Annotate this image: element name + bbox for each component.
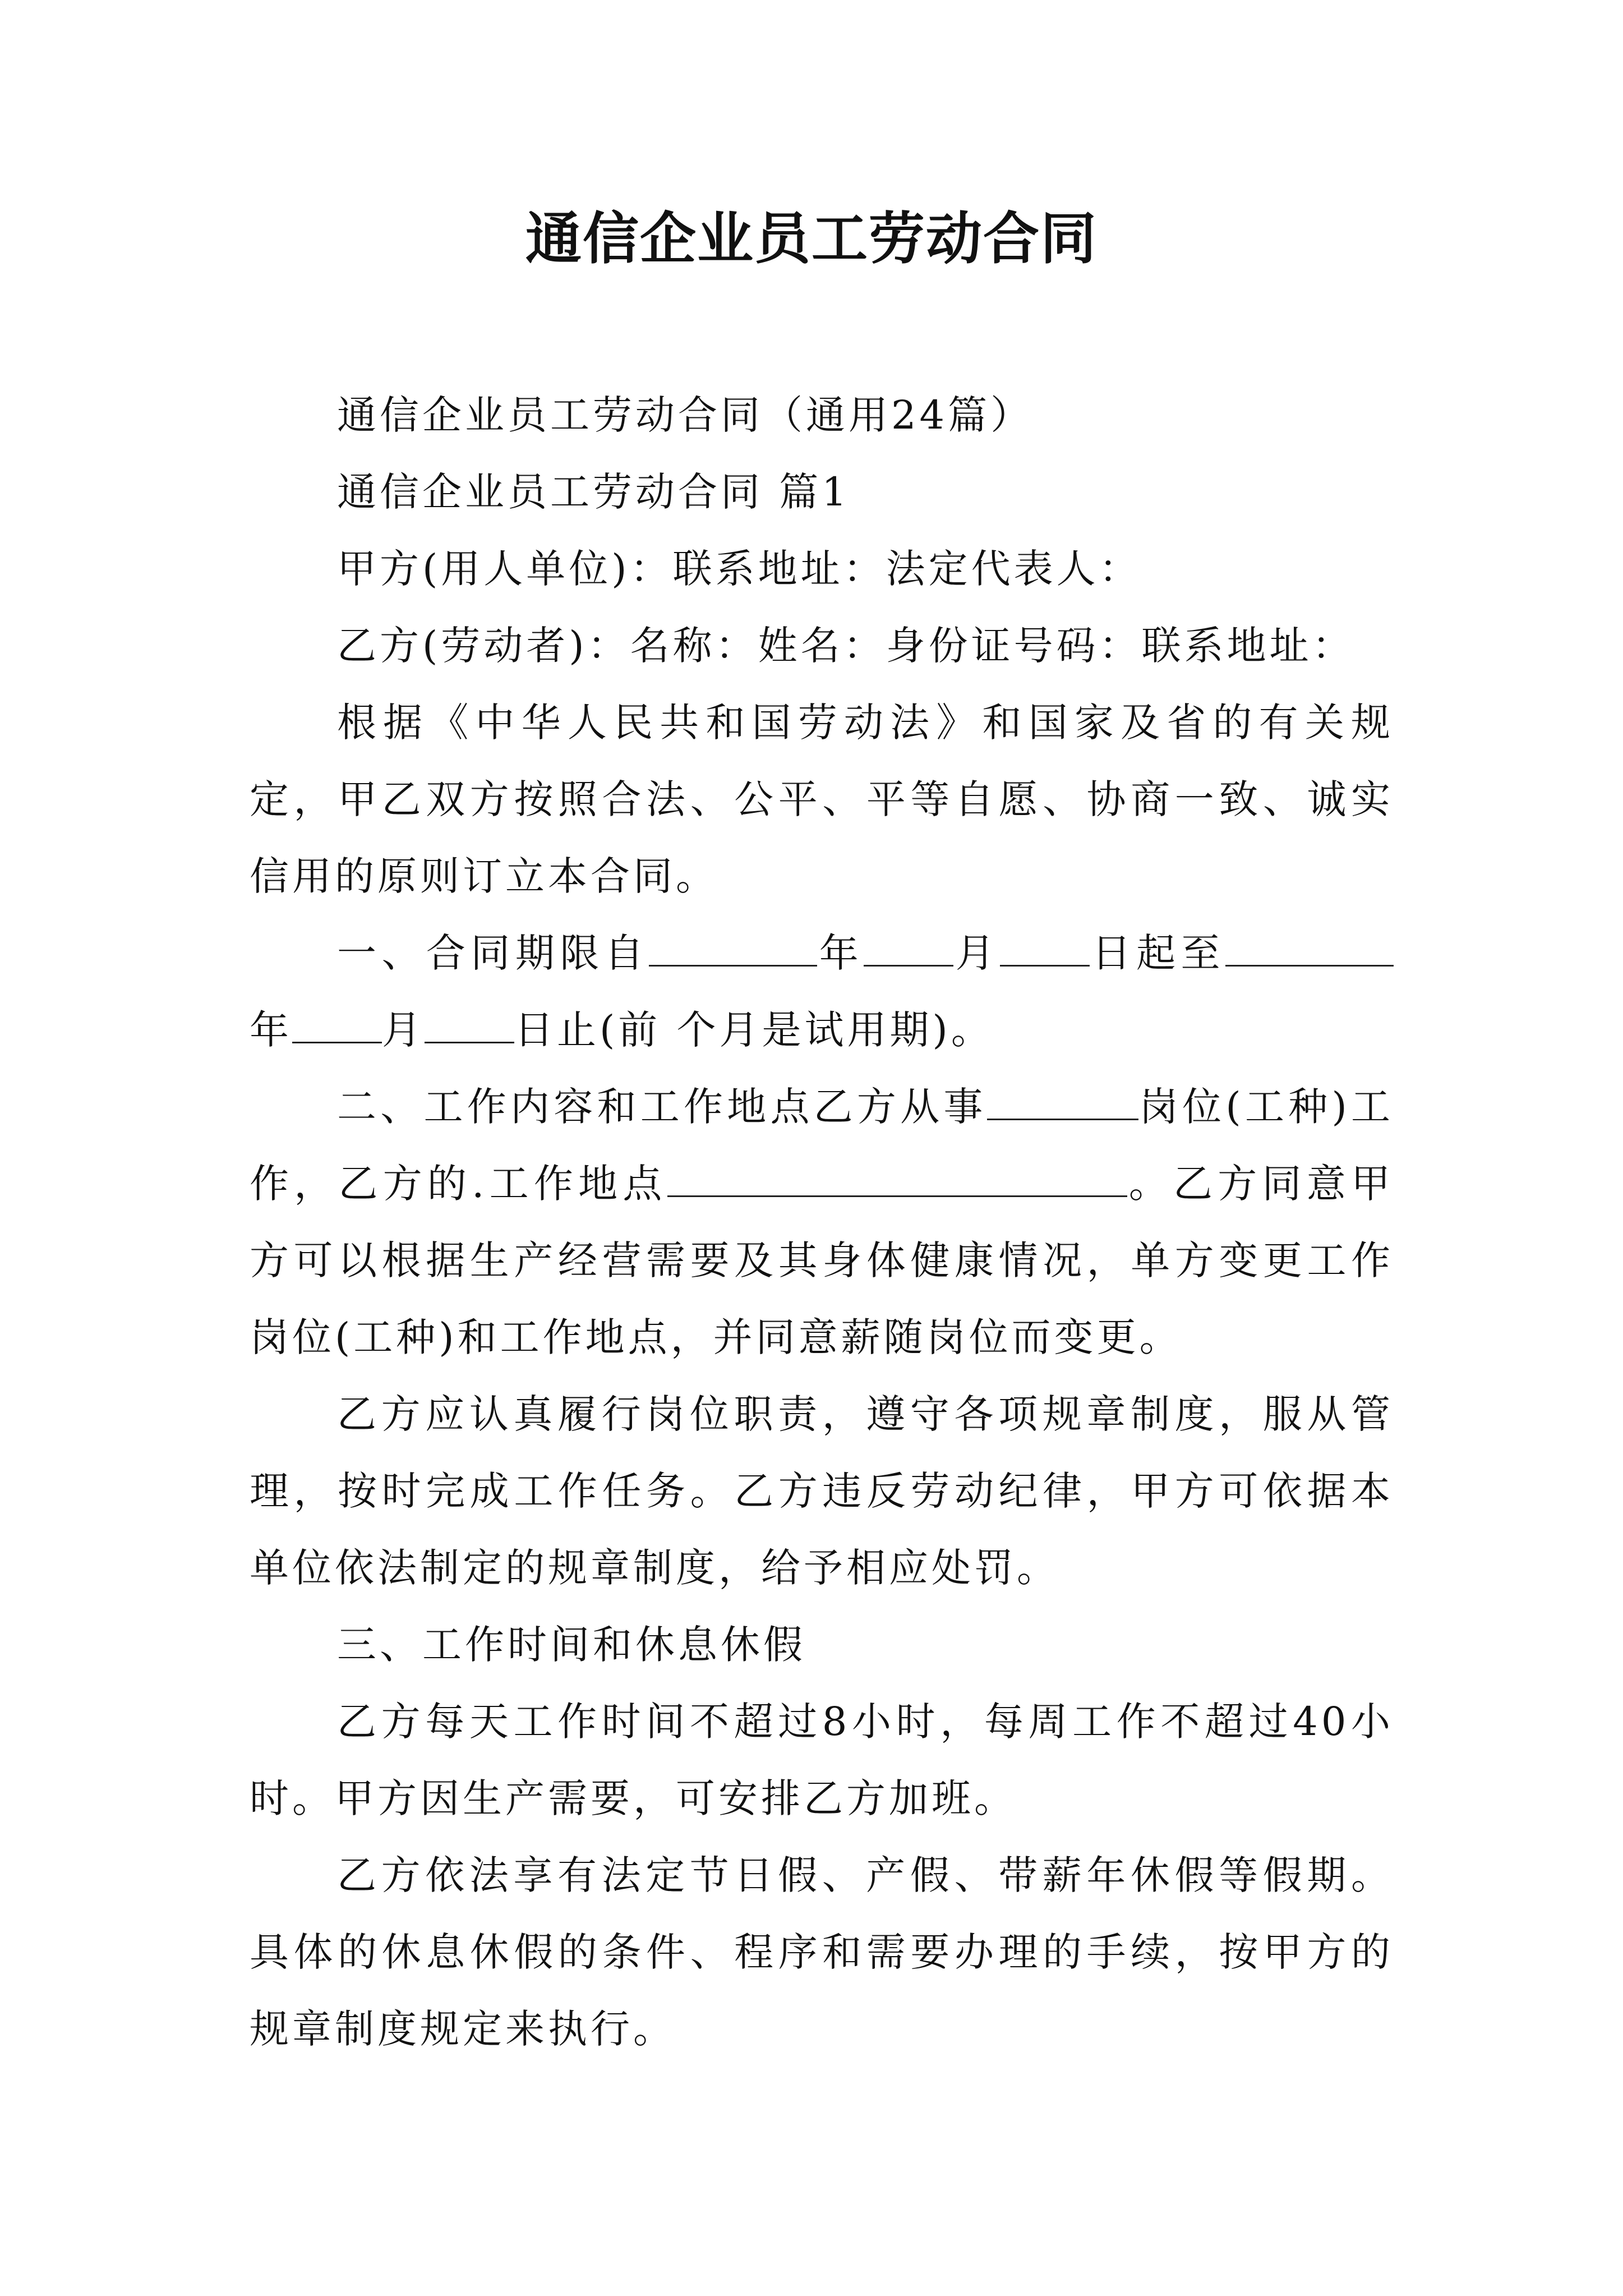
work-suffix: 。乙方同意甲方可以根据生产经营需要及其身体健康情况，单方变更工作岗位(工种)和工作地点，并同意薪随岗位而变更。 (250, 1161, 1394, 1360)
leave-paragraph: 乙方依法享有法定节日假、产假、带薪年休假等假期。具体的休息休假的条件、程序和需要办理的手续，按甲方的规章制度规定来执行。 (250, 1852, 1394, 2052)
term-month2-label: 月 (382, 1007, 425, 1053)
start-month-blank[interactable] (864, 930, 953, 967)
term-day-from: 日起至 (1090, 930, 1226, 976)
work-location-blank[interactable] (667, 1161, 1127, 1197)
basis-paragraph: 根据《中华人民共和国劳动法》和国家及省的有关规定，甲乙双方按照合法、公平、平等自愿、协商一致、诚实信用的原则订立本合同。 (250, 700, 1394, 899)
hours-paragraph: 乙方每天工作时间不超过8小时，每周工作不超过40小时。甲方因生产需要，可安排乙方加班。 (250, 1699, 1394, 1821)
term-year2-label: 年 (250, 1007, 292, 1053)
duty-paragraph: 乙方应认真履行岗位职责，遵守各项规章制度，服从管理，按时完成工作任务。乙方违反劳动纪律，甲方可依据本单位依法制定的规章制度，给予相应处罚。 (250, 1391, 1394, 1591)
end-day-blank[interactable] (425, 1007, 514, 1043)
term-year-label: 年 (817, 930, 864, 976)
term-prefix: 一、合同期限自 (337, 930, 649, 976)
work-paragraph (250, 1069, 1394, 1376)
section-heading: 通信企业员工劳动合同 篇1 (337, 469, 850, 515)
position-blank[interactable] (987, 1084, 1138, 1120)
subtitle-paragraph: 通信企业员工劳动合同（通用24篇） (337, 392, 1034, 438)
end-year-blank[interactable] (1225, 930, 1394, 967)
work-prefix: 二、工作内容和工作地点乙方从事 (337, 1084, 987, 1130)
hours-heading: 三、工作时间和休息休假 (337, 1622, 806, 1668)
end-month-blank[interactable] (292, 1007, 382, 1043)
party-a-line: 甲方(用人单位)：联系地址：法定代表人： (337, 546, 1142, 592)
work-middle: 岗位(工种)工作，乙方的.工作地点 (250, 1084, 1394, 1207)
party-b-line: 乙方(劳动者)：名称：姓名：身份证号码：联系地址： (337, 623, 1355, 669)
document-title: 通信企业员工劳动合同 (525, 205, 1098, 272)
term-month-label: 月 (953, 930, 1000, 976)
document-body (250, 377, 1394, 2068)
term-paragraph (250, 915, 1394, 1069)
start-day-blank[interactable] (1000, 930, 1090, 967)
term-day-to: 日止(前 个月是试用期)。 (514, 1007, 994, 1053)
start-year-blank[interactable] (649, 930, 817, 967)
